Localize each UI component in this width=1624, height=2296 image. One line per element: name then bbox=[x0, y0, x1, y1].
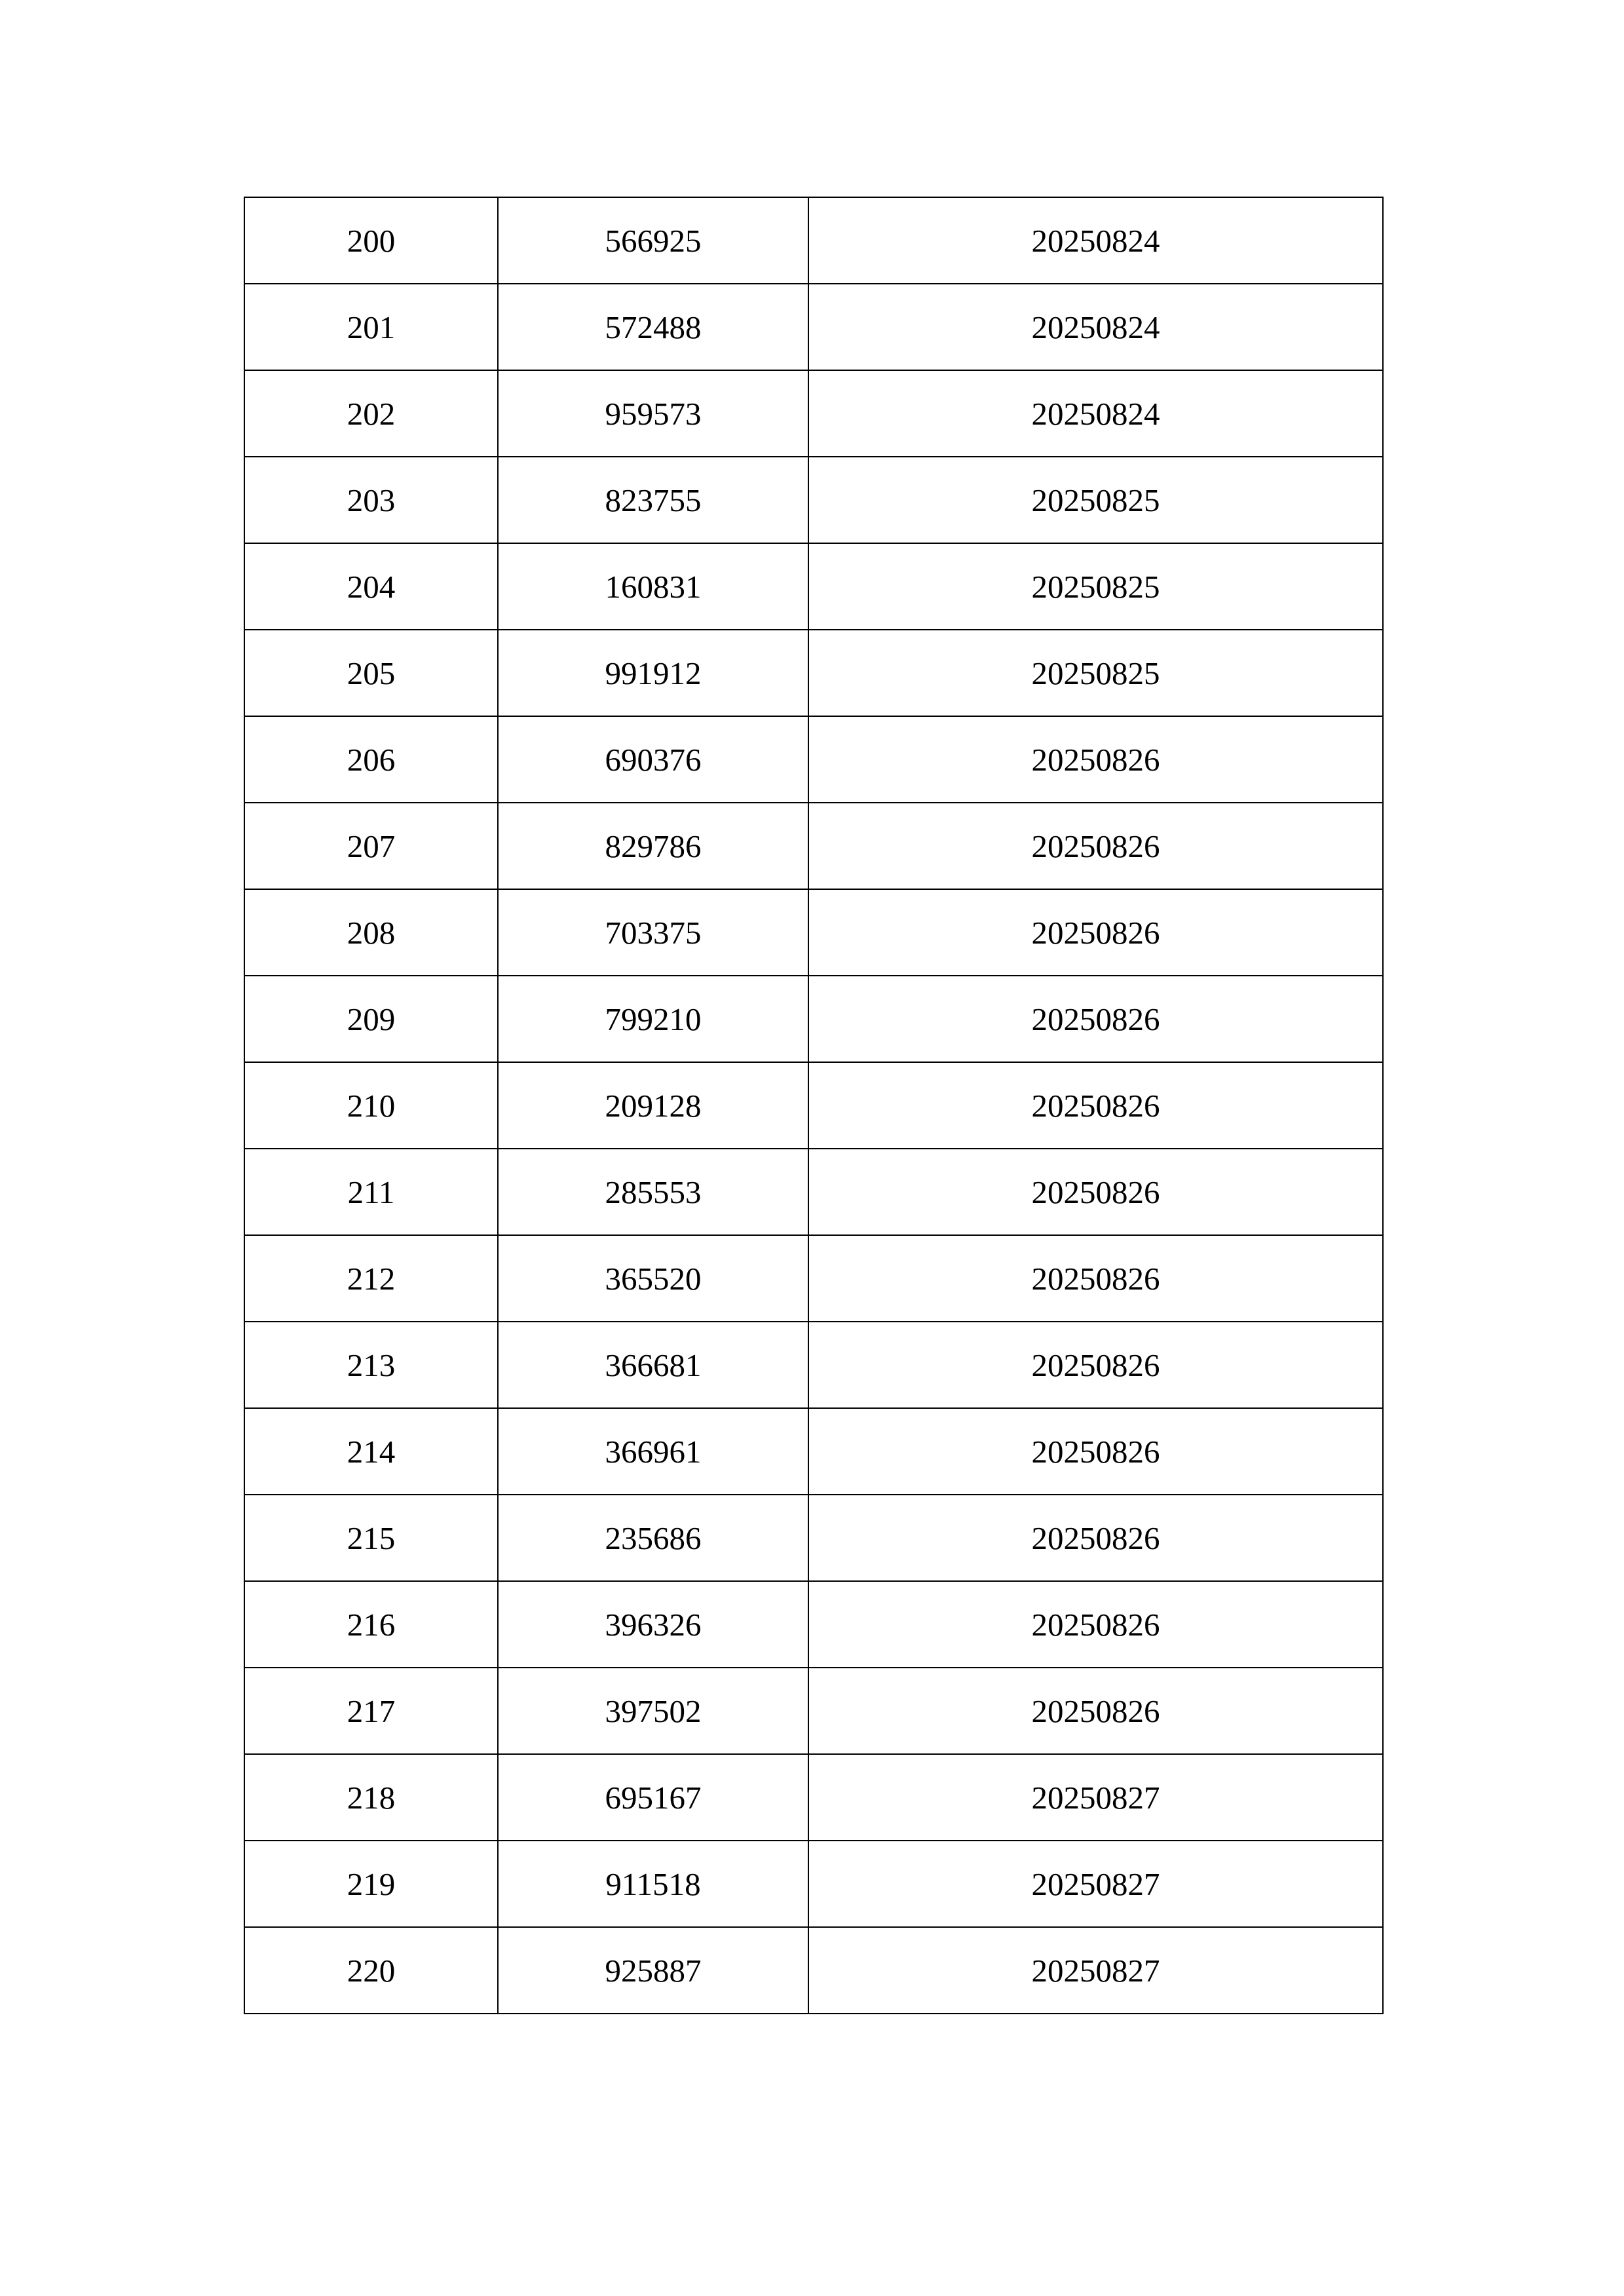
date-cell: 20250825 bbox=[808, 630, 1383, 716]
date-cell: 20250826 bbox=[808, 1062, 1383, 1149]
row-number-cell: 202 bbox=[244, 370, 498, 457]
code-cell: 285553 bbox=[498, 1149, 808, 1235]
date-cell: 20250824 bbox=[808, 284, 1383, 370]
row-number-cell: 215 bbox=[244, 1495, 498, 1581]
row-number-cell: 200 bbox=[244, 197, 498, 284]
code-cell: 209128 bbox=[498, 1062, 808, 1149]
code-cell: 235686 bbox=[498, 1495, 808, 1581]
table-row bbox=[244, 284, 1383, 370]
row-number-cell: 208 bbox=[244, 889, 498, 976]
table-row bbox=[244, 1581, 1383, 1668]
code-cell: 829786 bbox=[498, 803, 808, 889]
table-row bbox=[244, 803, 1383, 889]
table-row bbox=[244, 1754, 1383, 1841]
code-cell: 690376 bbox=[498, 716, 808, 803]
date-cell: 20250824 bbox=[808, 370, 1383, 457]
code-cell: 799210 bbox=[498, 976, 808, 1062]
table-row bbox=[244, 1927, 1383, 2014]
date-cell: 20250827 bbox=[808, 1927, 1383, 2014]
table-row bbox=[244, 457, 1383, 543]
table-row bbox=[244, 543, 1383, 630]
date-cell: 20250826 bbox=[808, 976, 1383, 1062]
date-cell: 20250825 bbox=[808, 457, 1383, 543]
table-row bbox=[244, 1322, 1383, 1408]
table-row bbox=[244, 889, 1383, 976]
date-cell: 20250827 bbox=[808, 1841, 1383, 1927]
date-cell: 20250826 bbox=[808, 1668, 1383, 1754]
code-cell: 911518 bbox=[498, 1841, 808, 1927]
table-row bbox=[244, 1149, 1383, 1235]
table-row bbox=[244, 1235, 1383, 1322]
code-cell: 365520 bbox=[498, 1235, 808, 1322]
table-row bbox=[244, 197, 1383, 284]
code-cell: 823755 bbox=[498, 457, 808, 543]
date-cell: 20250826 bbox=[808, 1149, 1383, 1235]
code-cell: 366681 bbox=[498, 1322, 808, 1408]
code-cell: 991912 bbox=[498, 630, 808, 716]
code-cell: 572488 bbox=[498, 284, 808, 370]
code-cell: 925887 bbox=[498, 1927, 808, 2014]
code-cell: 366961 bbox=[498, 1408, 808, 1495]
row-number-cell: 213 bbox=[244, 1322, 498, 1408]
date-cell: 20250826 bbox=[808, 1322, 1383, 1408]
row-number-cell: 201 bbox=[244, 284, 498, 370]
row-number-cell: 216 bbox=[244, 1581, 498, 1668]
code-cell: 160831 bbox=[498, 543, 808, 630]
row-number-cell: 212 bbox=[244, 1235, 498, 1322]
table-row bbox=[244, 1062, 1383, 1149]
code-cell: 959573 bbox=[498, 370, 808, 457]
row-number-cell: 205 bbox=[244, 630, 498, 716]
row-number-cell: 218 bbox=[244, 1754, 498, 1841]
date-cell: 20250825 bbox=[808, 543, 1383, 630]
table-row bbox=[244, 370, 1383, 457]
code-cell: 566925 bbox=[498, 197, 808, 284]
date-cell: 20250827 bbox=[808, 1754, 1383, 1841]
code-cell: 695167 bbox=[498, 1754, 808, 1841]
code-cell: 703375 bbox=[498, 889, 808, 976]
table-body bbox=[244, 197, 1383, 2014]
row-number-cell: 203 bbox=[244, 457, 498, 543]
date-cell: 20250826 bbox=[808, 803, 1383, 889]
code-cell: 397502 bbox=[498, 1668, 808, 1754]
table-row bbox=[244, 1841, 1383, 1927]
row-number-cell: 209 bbox=[244, 976, 498, 1062]
table-row bbox=[244, 1408, 1383, 1495]
row-number-cell: 210 bbox=[244, 1062, 498, 1149]
row-number-cell: 219 bbox=[244, 1841, 498, 1927]
date-cell: 20250826 bbox=[808, 716, 1383, 803]
table-row bbox=[244, 976, 1383, 1062]
table-row bbox=[244, 716, 1383, 803]
table-row bbox=[244, 1495, 1383, 1581]
date-cell: 20250826 bbox=[808, 1408, 1383, 1495]
row-number-cell: 206 bbox=[244, 716, 498, 803]
data-table bbox=[244, 197, 1384, 2014]
date-cell: 20250826 bbox=[808, 1235, 1383, 1322]
date-cell: 20250824 bbox=[808, 197, 1383, 284]
date-cell: 20250826 bbox=[808, 889, 1383, 976]
row-number-cell: 214 bbox=[244, 1408, 498, 1495]
code-cell: 396326 bbox=[498, 1581, 808, 1668]
table-row bbox=[244, 1668, 1383, 1754]
row-number-cell: 220 bbox=[244, 1927, 498, 2014]
row-number-cell: 204 bbox=[244, 543, 498, 630]
table-row bbox=[244, 630, 1383, 716]
date-cell: 20250826 bbox=[808, 1581, 1383, 1668]
date-cell: 20250826 bbox=[808, 1495, 1383, 1581]
row-number-cell: 217 bbox=[244, 1668, 498, 1754]
row-number-cell: 211 bbox=[244, 1149, 498, 1235]
row-number-cell: 207 bbox=[244, 803, 498, 889]
